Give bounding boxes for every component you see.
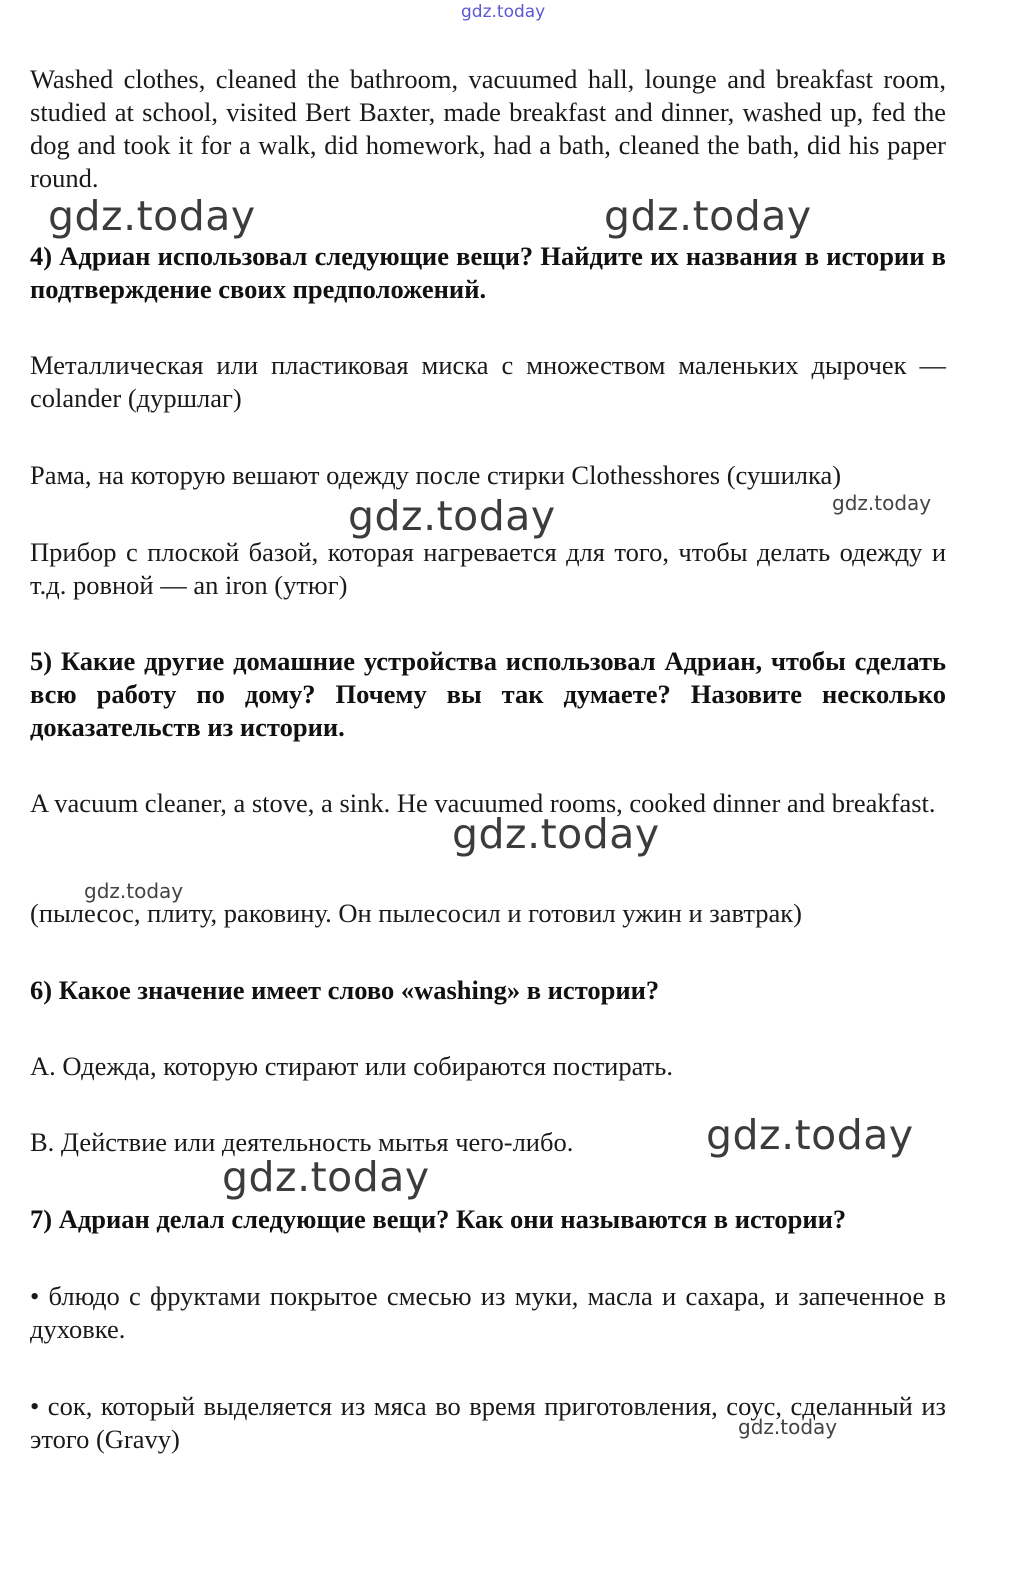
watermark: gdz.today: [452, 810, 660, 858]
question-7: 7) Адриан делал следующие вещи? Как они называются в истории?: [30, 1204, 847, 1234]
watermark: gdz.today: [48, 192, 256, 240]
answer-colander: Металлическая или пластиковая миска с множеством маленьких дырочек — colander (дуршлаг): [30, 350, 946, 413]
bullet-crumble: • блюдо с фруктами покрытое смесью из муки, масла и сахара, и запеченное в духовке.: [30, 1281, 946, 1344]
question-5: 5) Какие другие домашние устройства использовал Адриан, чтобы сделать всю работу по дому? Почему вы так думаете? Назовите несколько доказательств из истории.: [30, 646, 946, 742]
option-a: A. Одежда, которую стирают или собираются постирать.: [30, 1051, 673, 1081]
watermark: gdz.today: [84, 879, 184, 903]
bullet-gravy: • сок, который выделяется из мяса во время приготовления, соус, сделанный из этого (Gravy): [30, 1391, 946, 1454]
answer-iron: Прибор с плоской базой, которая нагревается для того, чтобы делать одежду и т.д. ровной — an iron (утюг): [30, 537, 946, 600]
answer-appliances-en: A vacuum cleaner, a stove, a sink. He vacuumed rooms, cooked dinner and breakfast.: [30, 788, 936, 818]
question-6: 6) Какое значение имеет слово «washing» в истории?: [30, 975, 660, 1005]
watermark: gdz.today: [706, 1111, 914, 1159]
watermark: gdz.today: [222, 1153, 430, 1201]
watermark-header: gdz.today: [461, 2, 546, 22]
watermark: gdz.today: [604, 192, 812, 240]
answer-appliances-ru: (пылесос, плиту, раковину. Он пылесосил и готовил ужин и завтрак): [30, 898, 803, 928]
question-4: 4) Адриан использовал следующие вещи? Найдите их названия в истории в подтверждение своих предположений.: [30, 241, 946, 304]
answer-paragraph: Washed clothes, cleaned the bathroom, vacuumed hall, lounge and breakfast room, studied at school, visited Bert Baxter, made breakfast and dinner, washed up, fed the dog and took it for a walk, did homework, had a bath, cleaned the bath, did his paper round.: [30, 64, 946, 193]
option-b: B. Действие или деятельность мытья чего-либо.: [30, 1127, 574, 1157]
answer-clothes-horse: Рама, на которую вешают одежду после стирки Clothesshores (сушилка): [30, 460, 842, 490]
watermark: gdz.today: [738, 1415, 838, 1439]
watermark: gdz.today: [832, 491, 932, 515]
watermark: gdz.today: [348, 492, 556, 540]
